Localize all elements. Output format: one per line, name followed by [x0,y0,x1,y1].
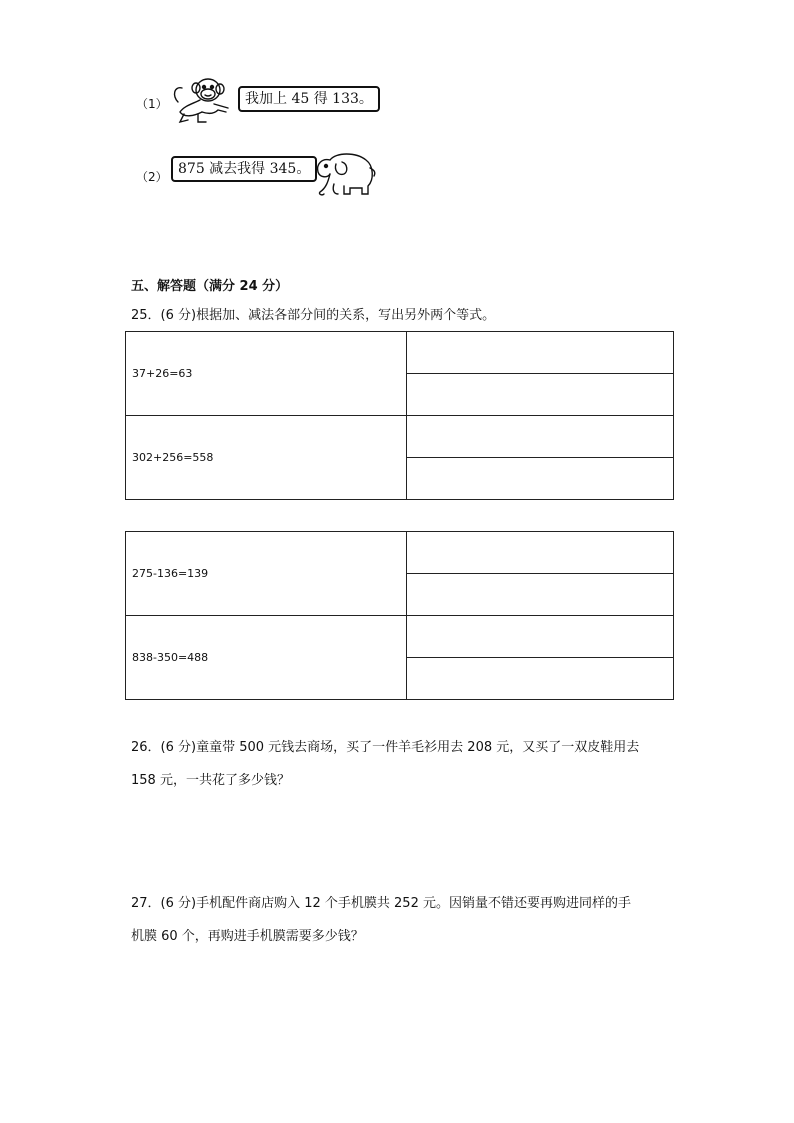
problem-2-label: （2） [136,170,168,184]
equation-cell: 37+26=63 [126,332,407,416]
equation-cell: 275-136=139 [126,532,407,616]
answer-blank[interactable] [407,574,674,616]
answer-blank[interactable] [407,658,674,700]
section-title: 五、解答题（满分 24 分） [131,279,289,294]
question-26-line-2: 158 元，一共花了多少钱？ [131,773,290,788]
monkey-speech-bubble: 我加上 45 得 133。 [238,86,380,112]
answer-blank[interactable] [407,616,674,658]
answer-blank[interactable] [407,332,674,374]
elephant-icon [308,148,378,200]
question-25-text: 25．(6 分)根据加、减法各部分间的关系，写出另外两个等式。 [131,308,496,323]
answer-blank[interactable] [407,416,674,458]
problem-1-label: （1） [136,97,168,111]
answer-blank[interactable] [407,458,674,500]
question-26-line-1: 26．(6 分)童童带 500 元钱去商场，买了一件羊毛衫用去 208 元，又买了一双皮鞋用去 [131,740,640,755]
answer-blank[interactable] [407,374,674,416]
equation-table-1 [125,331,674,500]
monkey-icon [170,74,234,128]
equation-cell: 838-350=488 [126,616,407,700]
answer-blank[interactable] [407,532,674,574]
question-27-line-1: 27．(6 分)手机配件商店购入 12 个手机膜共 252 元。因销量不错还要再购进同样的手 [131,896,631,911]
equation-table-2 [125,531,674,700]
equation-cell: 302+256=558 [126,416,407,500]
elephant-speech-bubble: 875 减去我得 345。 [171,156,317,182]
question-27-line-2: 机膜 60 个，再购进手机膜需要多少钱？ [131,929,364,944]
